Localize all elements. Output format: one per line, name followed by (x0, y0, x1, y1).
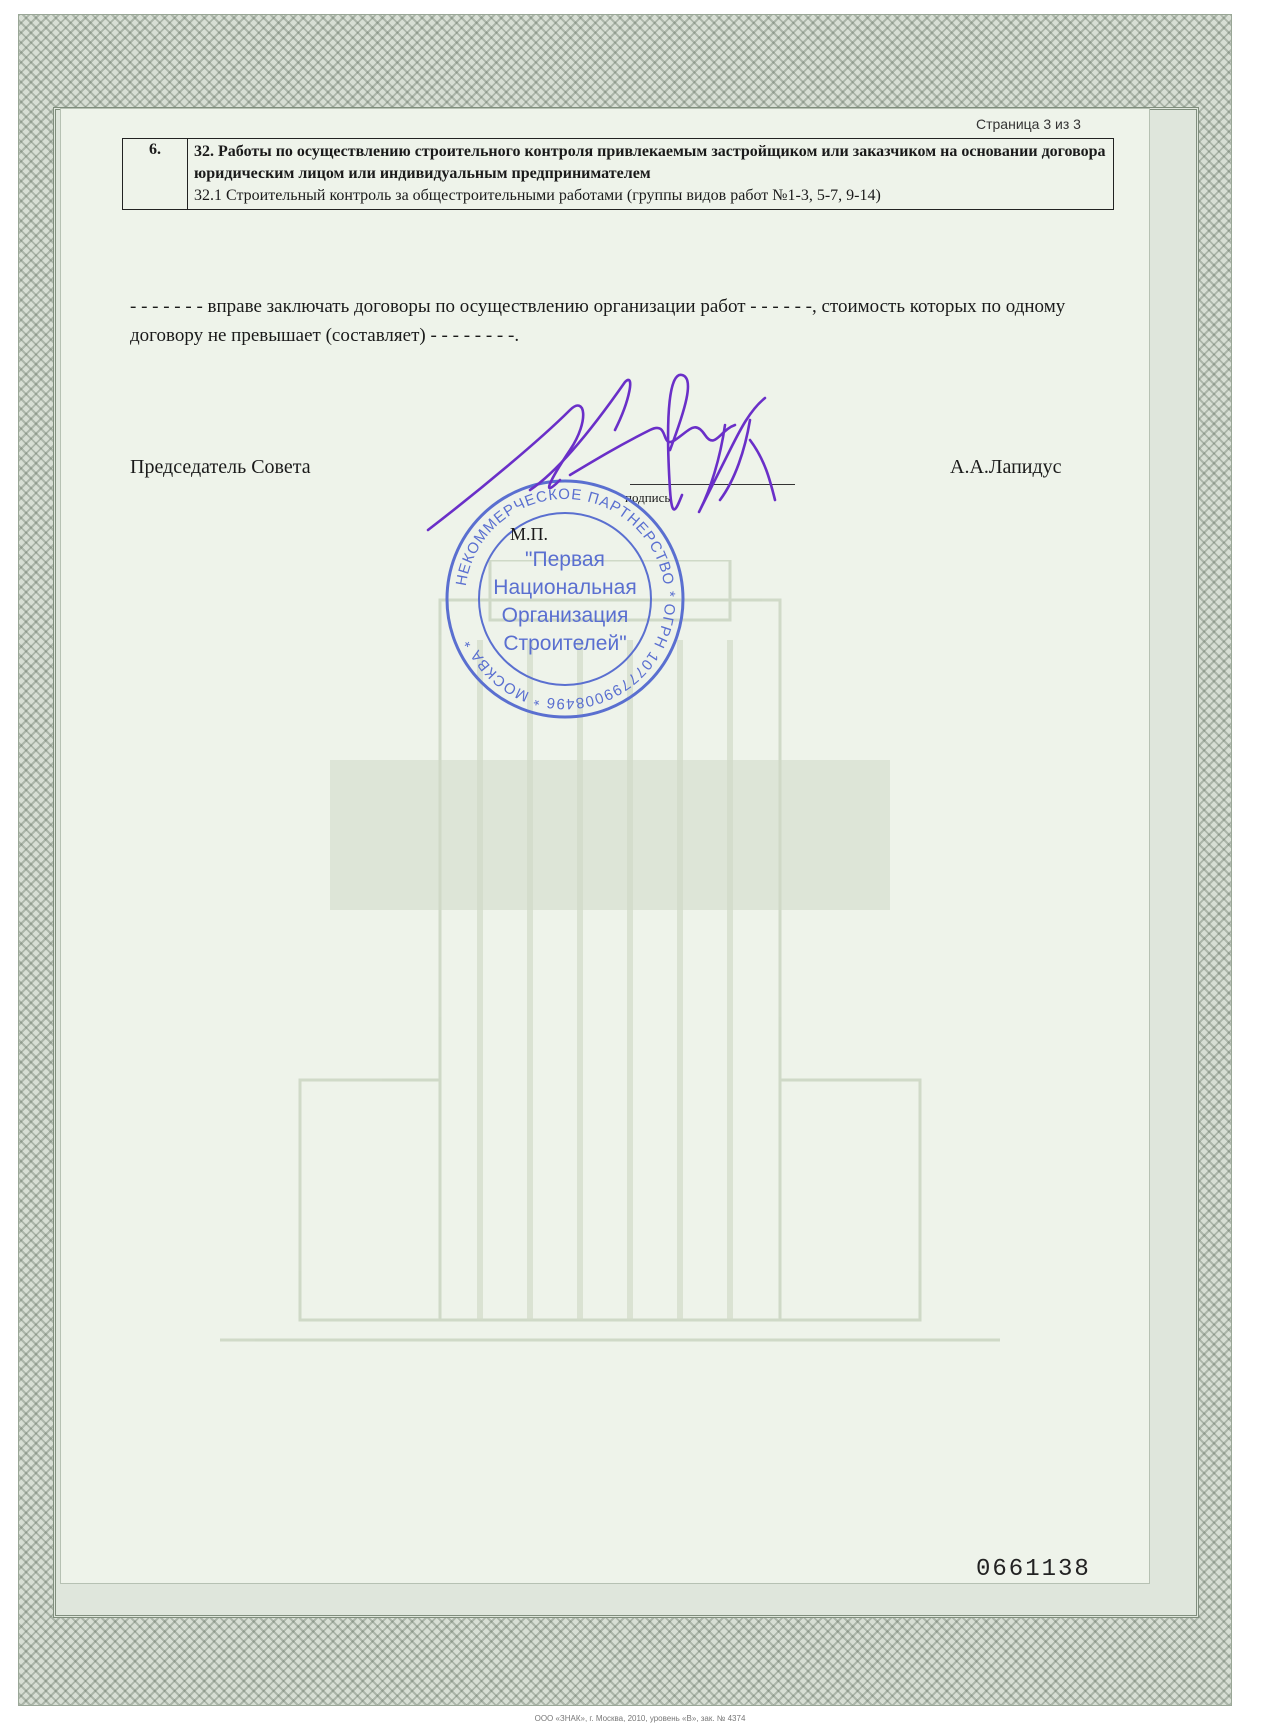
stamp-line: Национальная (493, 576, 637, 599)
seal-place-label: М.П. (510, 524, 549, 544)
signature-caption: подпись (625, 490, 671, 505)
serial-number: 0661138 (976, 1556, 1091, 1583)
signatory-title: Председатель Совета (130, 456, 311, 478)
work-cell (188, 139, 1114, 210)
row-number: 6. (123, 139, 188, 210)
works-table (122, 138, 1114, 210)
work-title: 32. Работы по осуществлению строительного контроля привлекаемым застройщиком или заказчиком на основании договора юридическим лицом или индивидуальным предпринимателем (194, 143, 1106, 182)
stamp-ring-text: НЕКОММЕРЧЕСКОЕ ПАРТНЕРСТВО * ОГРН 1077799008496 * МОСКВА * (452, 485, 679, 713)
contract-clause: - - - - - - - вправе заключать договоры по осуществлению организации работ - - - - - -, стоимость которых по одному договору не превышает (составляет) - - - - - - - -. (130, 296, 1066, 346)
printer-footer: ООО «ЗНАК», г. Москва, 2010, уровень «В», зак. № 4374 (534, 1714, 746, 1723)
stamp-line: "Первая (525, 548, 605, 571)
work-subitem: 32.1 Строительный контроль за общестроительными работами (группы видов работ №1-3, 5-7, 9-14) (194, 187, 881, 204)
stamp-line: Строителей" (503, 632, 627, 655)
table-row (123, 139, 1114, 210)
page-indicator: Страница 3 из 3 (976, 116, 1081, 132)
signatory-name: А.А.Лапидус (950, 456, 1062, 478)
handwritten-signature (420, 370, 860, 560)
stamp-line: Организация (501, 604, 629, 627)
